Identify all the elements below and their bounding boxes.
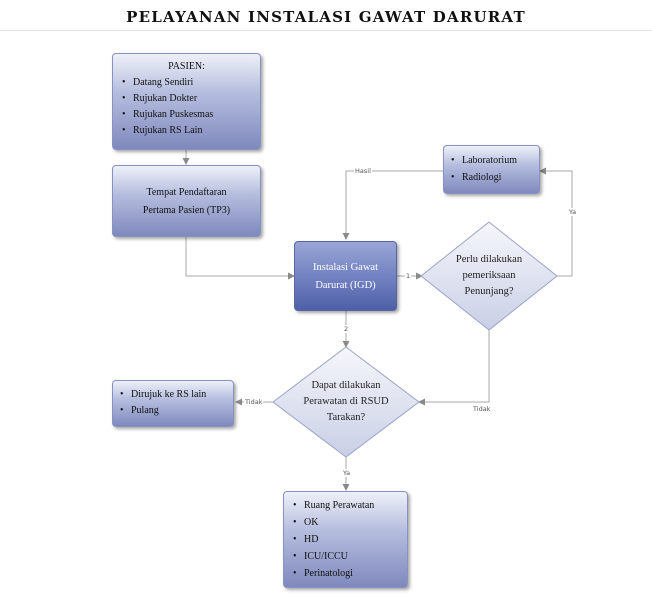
edge-label-hasil: Hasil (355, 167, 371, 175)
edge-label-two: 2 (344, 325, 349, 333)
node-igd (294, 241, 397, 311)
node-tp3 (112, 165, 261, 237)
pasien-heading: PASIEN: (168, 61, 205, 72)
edge-tp3-igd (186, 237, 294, 276)
edge-label-tidak-right: Tidak (473, 405, 491, 413)
edge-label-ya-top: Ya (569, 208, 577, 216)
list-item: • Laboratorium (450, 154, 533, 167)
igd-line2: Darurat (IGD) (315, 279, 376, 291)
list-item: • Ruang Perawatan (292, 499, 401, 512)
decision-penunjang-label: Perlu dilakukan pemeriksaan Penunjang? (455, 254, 523, 297)
list-item: • Rujukan Puskesmas (121, 108, 252, 121)
list-item: • Datang Sendiri (121, 76, 252, 89)
edge-lab-igd (346, 171, 443, 239)
igd-line1: Instalasi Gawat (312, 261, 379, 273)
decision-rawat-label: Dapat dilakukan Perawatan di RSUD Tarakan? (303, 380, 389, 423)
node-perawatan (283, 491, 408, 588)
node-rujuk (112, 380, 234, 427)
perawatan-list (292, 499, 401, 580)
pasien-list (121, 76, 252, 137)
edge-label-tidak-left: Tidak (245, 398, 263, 406)
list-item: • Rujukan RS Lain (121, 124, 252, 137)
list-item: • Dirujuk ke RS lain (119, 388, 227, 401)
list-item: • OK (292, 516, 401, 529)
list-item: • ICU/ICCU (292, 550, 401, 563)
rujuk-list (119, 388, 227, 417)
node-laboratorium-radiologi (443, 145, 540, 194)
edge-label-one: 1 (406, 272, 411, 280)
page-title: PELAYANAN INSTALASI GAWAT DARURAT (126, 8, 526, 26)
tp3-line1: Tempat Pendaftaran (146, 186, 227, 198)
list-item: • Radiologi (450, 171, 533, 184)
list-item: • Perinatologi (292, 567, 401, 580)
edge-label-ya-bottom: Ya (343, 469, 351, 477)
list-item: • Rujukan Dokter (121, 92, 252, 105)
node-pasien (112, 53, 261, 150)
lab-list (450, 154, 533, 184)
tp3-line2: Pertama Pasien (TP3) (142, 204, 231, 216)
list-item: • HD (292, 533, 401, 546)
edge-penunjang-rawat (419, 330, 489, 402)
list-item: • Pulang (119, 404, 227, 417)
